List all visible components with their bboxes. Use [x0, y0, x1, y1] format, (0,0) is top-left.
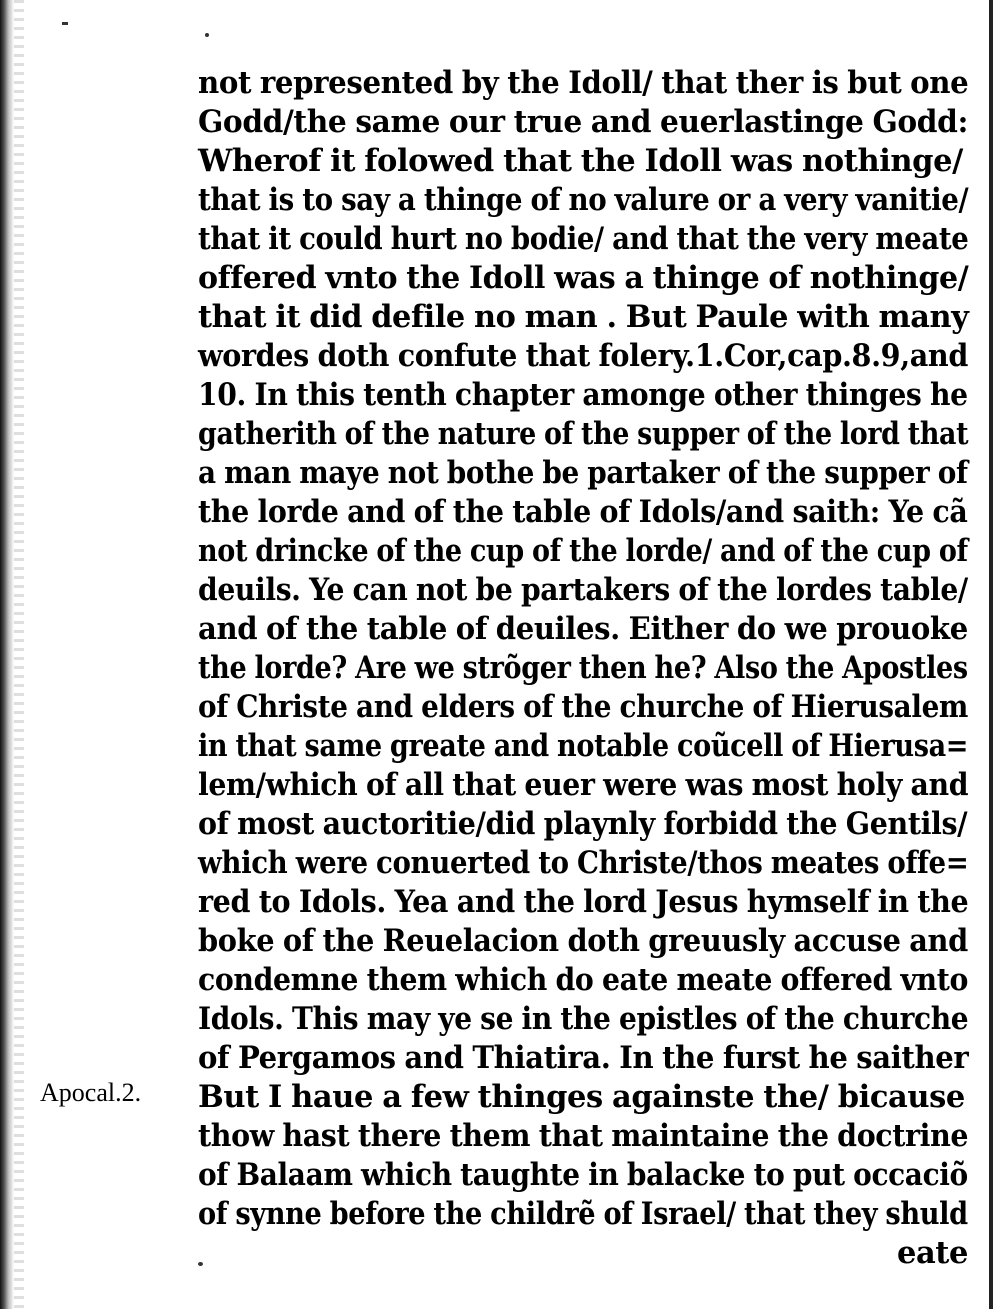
text-line: offered vnto the Idoll was a thinge of nothinge/	[198, 260, 969, 296]
text-line: Wherof it folowed that the Idoll was nothinge/	[198, 143, 963, 179]
text-line: thow hast there them that maintaine the doctrine	[198, 1118, 969, 1154]
text-line: 10. In this tenth chapter amonge other thinges he	[198, 377, 968, 413]
text-line: not represented by the Idoll/ that ther is but one	[198, 65, 969, 101]
text-line: red to Idols. Yea and the lord Jesus hymself in the	[198, 884, 969, 920]
catchword: eate	[896, 1235, 968, 1271]
text-line: and of the table of deuiles. Either do we prouoke	[198, 611, 968, 647]
page-body-text	[198, 64, 968, 1273]
ink-speck	[205, 33, 209, 37]
text-line: lem/which of all that euer were was most holy and	[198, 767, 969, 803]
text-line: of Pergamos and Thiatira. In the furst he saither	[198, 1040, 969, 1076]
page-edge-rule	[989, 0, 993, 1309]
text-line: which were conuerted to Christe/thos meates offe=	[198, 845, 969, 881]
text-line: not drincke of the cup of the lorde/ and of the cup of	[198, 533, 968, 569]
text-line: a man maye not bothe be partaker of the supper of	[198, 455, 968, 491]
text-line: the lorde? Are we strõger then he? Also the Apostles	[198, 650, 968, 686]
text-line: boke of the Reuelacion doth greuusly accuse and	[198, 923, 968, 959]
text-line: that is to say a thinge of no valure or a very vanitie/	[198, 182, 969, 218]
text-line: deuils. Ye can not be partakers of the lordes table/	[198, 572, 968, 608]
ink-speck	[62, 22, 68, 25]
text-line: of synne before the childrẽ of Israel/ that they shuld	[198, 1196, 968, 1232]
text-line: Idols. This may ye se in the epistles of the churche	[198, 1001, 969, 1037]
book-spine-shadow	[0, 0, 14, 1309]
text-line: condemne them which do eate meate offered vnto	[198, 962, 968, 998]
text-line: that it could hurt no bodie/ and that the very meate	[198, 221, 969, 257]
text-line: of Christe and elders of the churche of Hierusalem	[198, 689, 969, 725]
text-line: the lorde and of the table of Idols/and saith: Ye cã	[198, 494, 968, 530]
text-line: that it did defile no man . But Paule with many	[198, 299, 969, 335]
text-line: But I haue a few thinges againste the/ bicause	[198, 1079, 965, 1115]
margin-note-reference: Apocal.2.	[40, 1078, 142, 1107]
text-line: Godd/the same our true and euerlastinge Godd:	[198, 104, 969, 140]
text-line: of Balaam which taughte in balacke to put occaciõ	[198, 1157, 968, 1193]
book-gutter-texture	[14, 0, 24, 1309]
text-line: wordes doth confute that folery.1.Cor,cap.8.9,and	[198, 338, 968, 374]
text-line: gatherith of the nature of the supper of the lord that	[198, 416, 969, 452]
text-line: in that same greate and notable coũcell of Hierusa=	[198, 728, 969, 764]
text-line: of most auctoritie/did playnly forbidd the Gentils/	[198, 806, 968, 842]
